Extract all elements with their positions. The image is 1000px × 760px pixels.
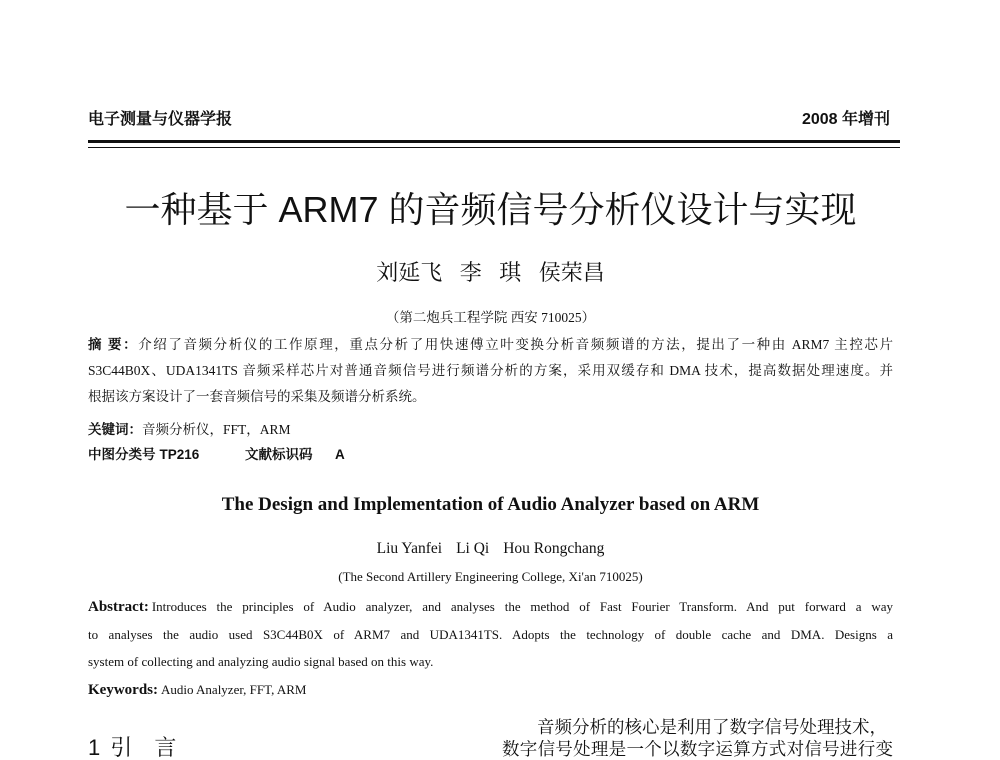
section-title: 引 言	[110, 735, 185, 760]
doc-code-label: 文献标识码	[245, 447, 313, 462]
body-line: 音频分析的核心是利用了数字信号处理技术，	[537, 717, 887, 737]
keywords-en-text: Audio Analyzer, FFT, ARM	[161, 682, 307, 697]
abstract-cn-line	[88, 332, 893, 358]
abstract-en	[88, 593, 893, 675]
affiliation-en: (The Second Artillery Engineering College, Xi'an 710025)	[338, 569, 643, 584]
clc-value: TP216	[159, 447, 200, 462]
authors-cn: 刘延飞 李 琪 侯荣昌	[376, 260, 605, 285]
section-number: 1	[88, 735, 101, 760]
classification-line	[88, 442, 345, 468]
body-text-right-column	[502, 716, 893, 760]
abstract-cn-line: S3C44B0X、UDA1341TS 音频采样芯片对普通音频信号进行频谱分析的方案，采用双缓存和 DMA 技术，提高数据处理速度。并	[88, 363, 893, 378]
keywords-cn-label: 关键词：	[88, 422, 142, 437]
affiliation-cn: （第二炮兵工程学院 西安 710025）	[385, 310, 596, 325]
paper-title-en: The Design and Implementation of Audio Analyzer based on ARM	[221, 494, 760, 515]
author-en: Li Qi	[456, 540, 490, 557]
journal-issue: 2008 年增刊	[801, 111, 890, 128]
clc-label: 中图分类号	[88, 447, 156, 462]
abstract-cn-label: 摘 要：	[88, 337, 139, 352]
section-heading	[88, 737, 184, 760]
header-rule-thick	[88, 140, 900, 143]
doc-code-value: A	[335, 447, 345, 462]
header-rule-thin	[88, 147, 900, 148]
abstract-en-text: Introduces the principles of Audio analyzer, and analyses the method of Fast Fourier Transform. And put forward a way	[151, 599, 893, 614]
abstract-en-line: to analyses the audio used S3C44B0X of ARM7 and UDA1341TS. Adopts the technology of double cache and DMA. Designs a	[88, 627, 893, 642]
paper-title-cn: 一种基于 ARM7 的音频信号分析仪设计与实现	[124, 189, 857, 230]
abstract-en-label: Abstract:	[88, 599, 149, 615]
keywords-cn-text: 音频分析仪，FFT，ARM	[142, 422, 291, 437]
abstract-cn-text: 介绍了音频分析仪的工作原理，重点分析了用快速傅立叶变换分析音频频谱的方法，提出了一种由 ARM7 主控芯片	[138, 337, 893, 352]
author-en: Liu Yanfei	[376, 540, 443, 557]
keywords-en	[88, 677, 307, 703]
authors-en	[88, 538, 893, 560]
journal-name: 电子测量与仪器学报	[88, 111, 233, 128]
keywords-en-label: Keywords:	[88, 682, 158, 698]
abstract-en-line	[88, 593, 893, 621]
abstract-cn-line: 根据该方案设计了一套音频信号的采集及频谱分析系统。	[88, 389, 426, 404]
keywords-cn	[88, 417, 291, 443]
abstract-en-line: system of collecting and analyzing audio signal based on this way.	[88, 654, 434, 669]
author-en: Hou Rongchang	[503, 540, 605, 557]
body-line: 数字信号处理是一个以数字运算方式对信号进行变	[502, 739, 893, 759]
abstract-cn	[88, 332, 893, 410]
